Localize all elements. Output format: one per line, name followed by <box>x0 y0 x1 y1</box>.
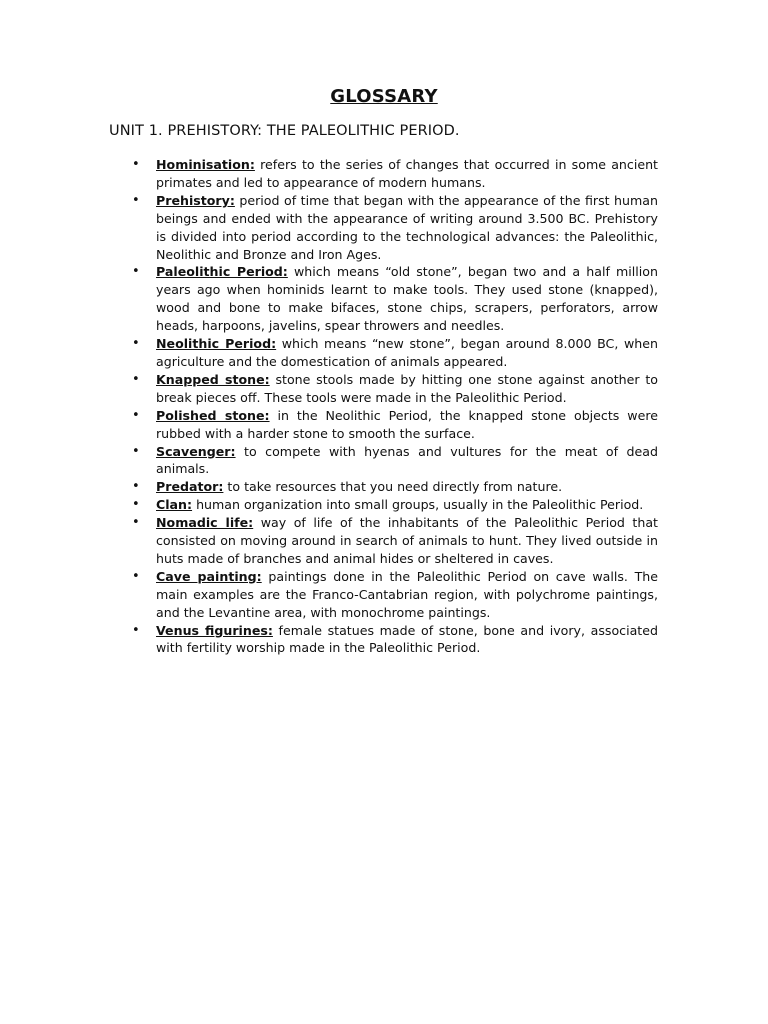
glossary-term: Knapped stone: <box>156 371 270 387</box>
page-title: GLOSSARY <box>330 86 438 107</box>
glossary-entry <box>156 407 658 443</box>
glossary-term: Paleolithic Period: <box>156 264 288 280</box>
glossary-definition: to compete with hyenas and vultures for the meat of dead animals. <box>156 443 658 477</box>
glossary-term: Scavenger: <box>156 443 236 459</box>
glossary-term: Clan: <box>156 497 193 513</box>
glossary-entry <box>156 514 658 568</box>
glossary-definition: stone stools made by hitting one stone against another to break pieces off. These tools were made in the Paleolithic Period. <box>156 371 658 405</box>
glossary-term: Nomadic life: <box>156 515 254 531</box>
glossary-term: Predator: <box>156 479 224 495</box>
glossary-term: Polished stone: <box>156 407 270 423</box>
glossary-term: Venus figurines: <box>156 622 273 638</box>
glossary-entry <box>156 263 658 335</box>
glossary-term: Neolithic Period: <box>156 336 277 352</box>
glossary-entry <box>156 335 658 371</box>
glossary-definition: female statues made of stone, bone and ivory, associated with fertility worship made in the Paleolithic Period. <box>156 622 658 656</box>
glossary-definition: which means “old stone”, began two and a half million years ago when hominids learnt to make tools. They used stone (knapped), wood and bone to make bifaces, stone chips, scrapers, perforators, arrow heads, harpoons, javelins, spear throwers and needles. <box>156 264 658 334</box>
glossary-entry <box>156 443 658 479</box>
glossary-list <box>156 156 658 657</box>
glossary-definition: in the Neolithic Period, the knapped stone objects were rubbed with a harder stone to smooth the surface. <box>156 407 658 441</box>
glossary-entry <box>156 622 658 658</box>
glossary-term: Cave painting: <box>156 568 262 584</box>
glossary-definition: to take resources that you need directly from nature. <box>223 479 563 495</box>
glossary-entry <box>156 496 658 514</box>
glossary-definition: paintings done in the Paleolithic Period on cave walls. The main examples are the Franco-Cantabrian region, with polychrome paintings, and the Levantine area, with monochrome paintings. <box>156 568 658 620</box>
glossary-entry <box>156 371 658 407</box>
glossary-definition: refers to the series of changes that occurred in some ancient primates and led to appearance of modern humans. <box>156 157 658 190</box>
glossary-entry <box>156 156 658 192</box>
glossary-entry <box>156 478 658 496</box>
glossary-definition: human organization into small groups, usually in the Paleolithic Period. <box>192 497 644 513</box>
glossary-definition: which means “new stone”, began around 8.000 BC, when agriculture and the domestication of animals appeared. <box>156 336 658 369</box>
glossary-term: Hominisation: <box>156 157 255 172</box>
glossary-entry <box>156 192 658 264</box>
glossary-entry <box>156 568 658 622</box>
glossary-term: Prehistory: <box>156 192 235 208</box>
unit-heading: UNIT 1. PREHISTORY: THE PALEOLITHIC PERIOD. <box>109 123 460 139</box>
glossary-definition: period of time that began with the appearance of the first human beings and ended with the appearance of writing around 3.500 BC. Prehistory is divided into period according to the technological advances: the Paleolithic, Neolithic and Bronze and Iron Ages. <box>156 192 658 262</box>
glossary-definition: way of life of the inhabitants of the Paleolithic Period that consisted on moving around in search of animals to hunt. They lived outside in huts made of branches and animal hides or sheltered in caves. <box>156 515 658 566</box>
